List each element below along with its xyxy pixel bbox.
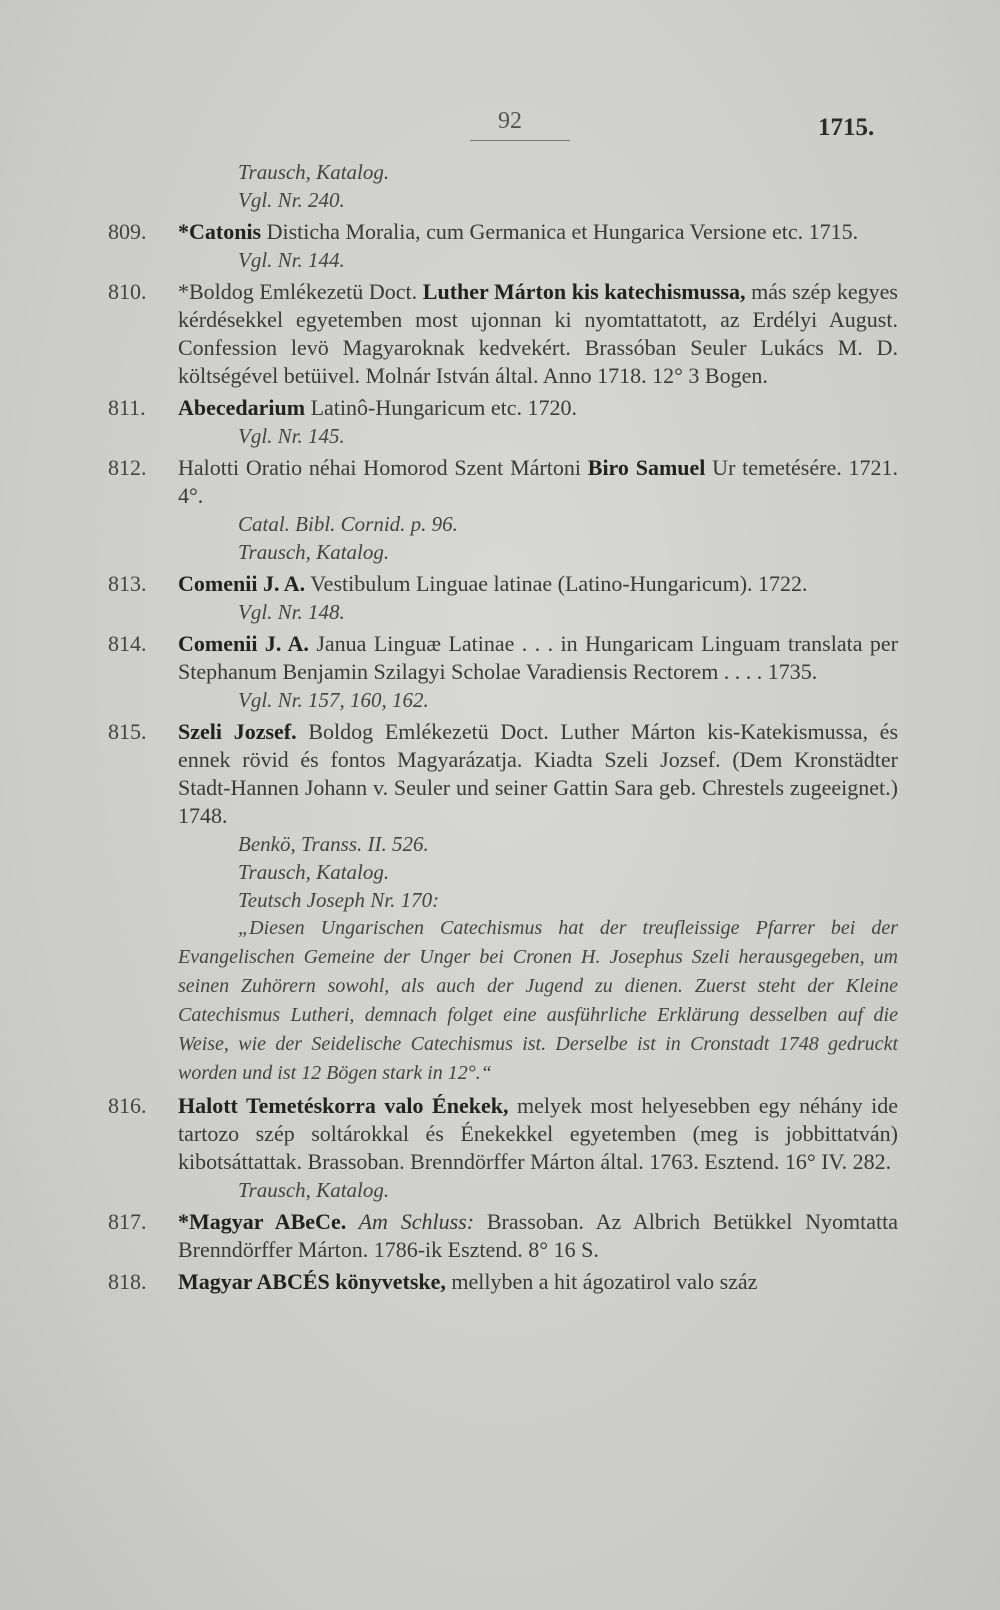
catalog-entry <box>108 1208 898 1264</box>
quotation-text: „Diesen Ungarischen Catechismus hat der treufleissige Pfarrer bei der Evangelischen Gemeine der Unger bei Cronen H. Josephus Szeli herausgegeben, um seinen Zuhörern sowohl, als auch der Jugend zu dienen. Zuerst steht der Kleine Catechismus Lutheri, demnach folget eine ausführliche Erklärung desselben auf die Weise, wie der Seidelische Catechismus ist. Derselbe ist in Cronstadt 1748 gedruckt worden und ist 12 Bögen stark in 12°.“ <box>178 917 898 1084</box>
reference-line: Catal. Bibl. Cornid. p. 96. <box>238 512 458 536</box>
entry-text <box>178 1208 898 1264</box>
entry-title: *Magyar ABeCe. <box>178 1209 347 1234</box>
entry-text <box>178 218 898 246</box>
entry-title: Comenii J. A. <box>178 631 309 656</box>
entry-number: 816. <box>108 1093 147 1118</box>
entry-title: Comenii J. A. <box>178 571 306 596</box>
entry-title: *Catonis <box>178 219 262 244</box>
catalog-entry <box>108 718 898 1088</box>
catalog-content <box>108 158 898 1296</box>
reference-line: Trausch, Katalog. <box>238 860 390 884</box>
catalog-entry <box>108 1092 898 1204</box>
entry-text <box>178 454 898 510</box>
catalog-entry <box>108 454 898 566</box>
reference-line: Vgl. Nr. 240. <box>238 188 345 212</box>
entry-description: mellyben a hit ágozatirol valo száz <box>445 1269 758 1294</box>
entry-number: 817. <box>108 1209 147 1234</box>
reference-line: Vgl. Nr. 157, 160, 162. <box>238 688 429 712</box>
entry-title: Halott Temetéskorra valo Énekek, <box>178 1093 509 1118</box>
entry-text <box>178 1268 898 1296</box>
catalog-entry <box>108 630 898 714</box>
reference-line: Trausch, Katalog. <box>238 160 390 184</box>
entry-description: melyek most helyesebben egy néhány ide tartozo szép soltárokkal és Énekekkel egyetemben (meg is jobbittatván) kibotsáttattak. Brassoban. Brenndörffer Márton által. 1763. Esztend. 16° IV. 282. <box>178 1093 898 1174</box>
entry-prefix: *Boldog Emlékezetü Doct. <box>178 279 423 304</box>
entry-text <box>178 718 898 830</box>
entry-text <box>178 1092 898 1176</box>
entry-text <box>178 570 898 598</box>
running-year: 1715. <box>818 114 875 141</box>
entry-number: 815. <box>108 719 147 744</box>
reference-line: Vgl. Nr. 148. <box>238 600 345 624</box>
catalog-entry <box>108 394 898 450</box>
catalog-entry <box>108 218 898 274</box>
entry-title: Szeli Jozsef. <box>178 719 297 744</box>
entry-number: 809. <box>108 219 147 244</box>
page-number: 92 <box>498 108 522 134</box>
entry-prefix: Halotti Oratio néhai Homorod Szent Mártoni <box>178 455 588 480</box>
entry-number: 810. <box>108 279 147 304</box>
entry-title: Biro Samuel <box>587 455 706 480</box>
entry-number: 818. <box>108 1269 147 1294</box>
entry-description: Ur temetésére. 1721. 4°. <box>178 455 899 508</box>
reference-line: Teutsch Joseph Nr. 170: <box>238 888 440 912</box>
entry-description: Vestibulum Linguae latinae (Latino-Hungaricum). 1722. <box>305 571 808 596</box>
entry-text <box>178 630 898 686</box>
entry-description: más szép kegyes kérdésekkel egyetemben most ujonnan ki nyomtattatott, az Erdélyi August. Confession levö Magyaroknak kedvekért. Brassóban Seuler Lukács M. D. költségével betüivel. Molnár István által. Anno 1718. 12° 3 Bogen. <box>178 279 898 388</box>
catalog-entry <box>108 570 898 626</box>
reference-line: Benkö, Transs. II. 526. <box>238 832 429 856</box>
catalog-entry <box>108 1268 898 1296</box>
entry-note: Am Schluss: <box>346 1209 475 1234</box>
entry-number: 812. <box>108 455 147 480</box>
reference-line: Vgl. Nr. 144. <box>238 248 345 272</box>
reference-line: Trausch, Katalog. <box>238 540 390 564</box>
entry-title: Magyar ABCÉS könyvetske, <box>178 1269 446 1294</box>
entry-title: Luther Márton kis katechismussa, <box>422 279 746 304</box>
entry-description: Boldog Emlékezetü Doct. Luther Márton kis-Katekismussa, és ennek rövid és fontos Magyarázatja. Kiadta Szeli Jozsef. (Dem Kronstädter Stadt-Hannen Johann v. Seuler und seiner Gattin Sara geb. Chrestels zugeeignet.) 1748. <box>178 719 899 828</box>
entry-text <box>178 394 898 422</box>
entry-description: Janua Linguæ Latinae . . . in Hungaricam Linguam translata per Stephanum Benjamin Szilagyi Scholae Varadiensis Rectorem . . . . 1735. <box>178 631 898 684</box>
quotation <box>178 914 898 1088</box>
entry-number: 813. <box>108 571 147 596</box>
entry-description: Disticha Moralia, cum Germanica et Hungarica Versione etc. 1715. <box>261 219 859 244</box>
page-header <box>0 108 1000 148</box>
entry-number: 814. <box>108 631 147 656</box>
reference-line: Trausch, Katalog. <box>238 1178 390 1202</box>
catalog-entry <box>108 278 898 390</box>
entry-description: Brassoban. Az Albrich Betükkel Nyomtatta Brenndörffer Márton. 1786-ik Esztend. 8° 16 S. <box>178 1209 898 1262</box>
header-rule <box>470 140 570 141</box>
entry-description: Latinô-Hungaricum etc. 1720. <box>305 395 577 420</box>
entry-title: Abecedarium <box>178 395 306 420</box>
reference-line: Vgl. Nr. 145. <box>238 424 345 448</box>
entry-number: 811. <box>108 395 146 420</box>
entry-text <box>178 278 898 390</box>
